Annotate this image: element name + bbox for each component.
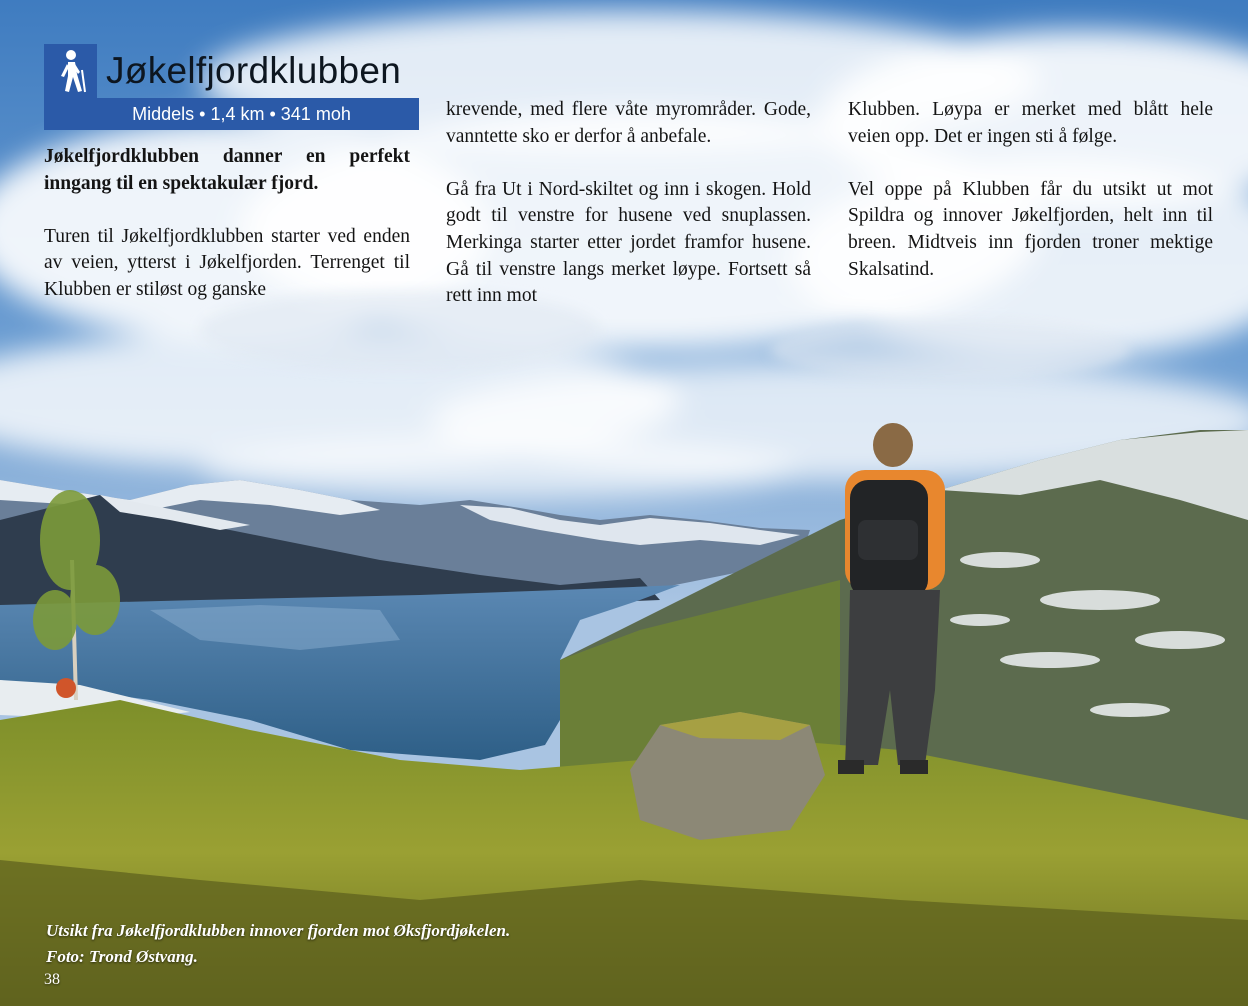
paragraph: Klubben. Løypa er merket med blått hele veien opp. Det er ingen sti å følge. [848,99,1213,147]
text-column-2 [446,97,811,336]
photo-caption [46,918,510,970]
paragraph: Vel oppe på Klubben får du utsikt ut mot Spildra og innover Jøkelfjorden, helt inn til breen. Midtveis inn fjorden troner mektige Skalsatind. [848,178,1213,280]
paragraph: krevende, med flere våte myrområder. Gode, vanntette sko er derfor å anbefale. [446,99,811,147]
photo-credit: Foto: Trond Østvang. [46,947,198,966]
caption-text: Utsikt fra Jøkelfjordklubben innover fjorden mot Øksfjordjøkelen. [46,921,511,940]
hiker-icon [44,44,97,98]
paragraph: Gå fra Ut i Nord-skiltet og inn i skogen. Hold godt til venstre for husene ved snuplassen. Merkinga starter etter jordet framfor husene. Gå til venstre langs merket løype. Fortsett så rett inn mot [446,178,811,307]
page-title: Jøkelfjordklubben [106,50,402,91]
text-column-3 [848,97,1213,310]
lead-paragraph: Jøkelfjordklubben danner en perfekt inngang til en spektakulær fjord. [44,146,410,194]
page-number: 38 [44,971,60,988]
text-column-1 [44,144,410,330]
paragraph: Turen til Jøkelfjordklubben starter ved enden av veien, ytterst i Jøkelfjorden. Terrenget til Klubben er stiløst og ganske [44,225,410,300]
route-meta: Middels • 1,4 km • 341 moh [44,98,419,130]
